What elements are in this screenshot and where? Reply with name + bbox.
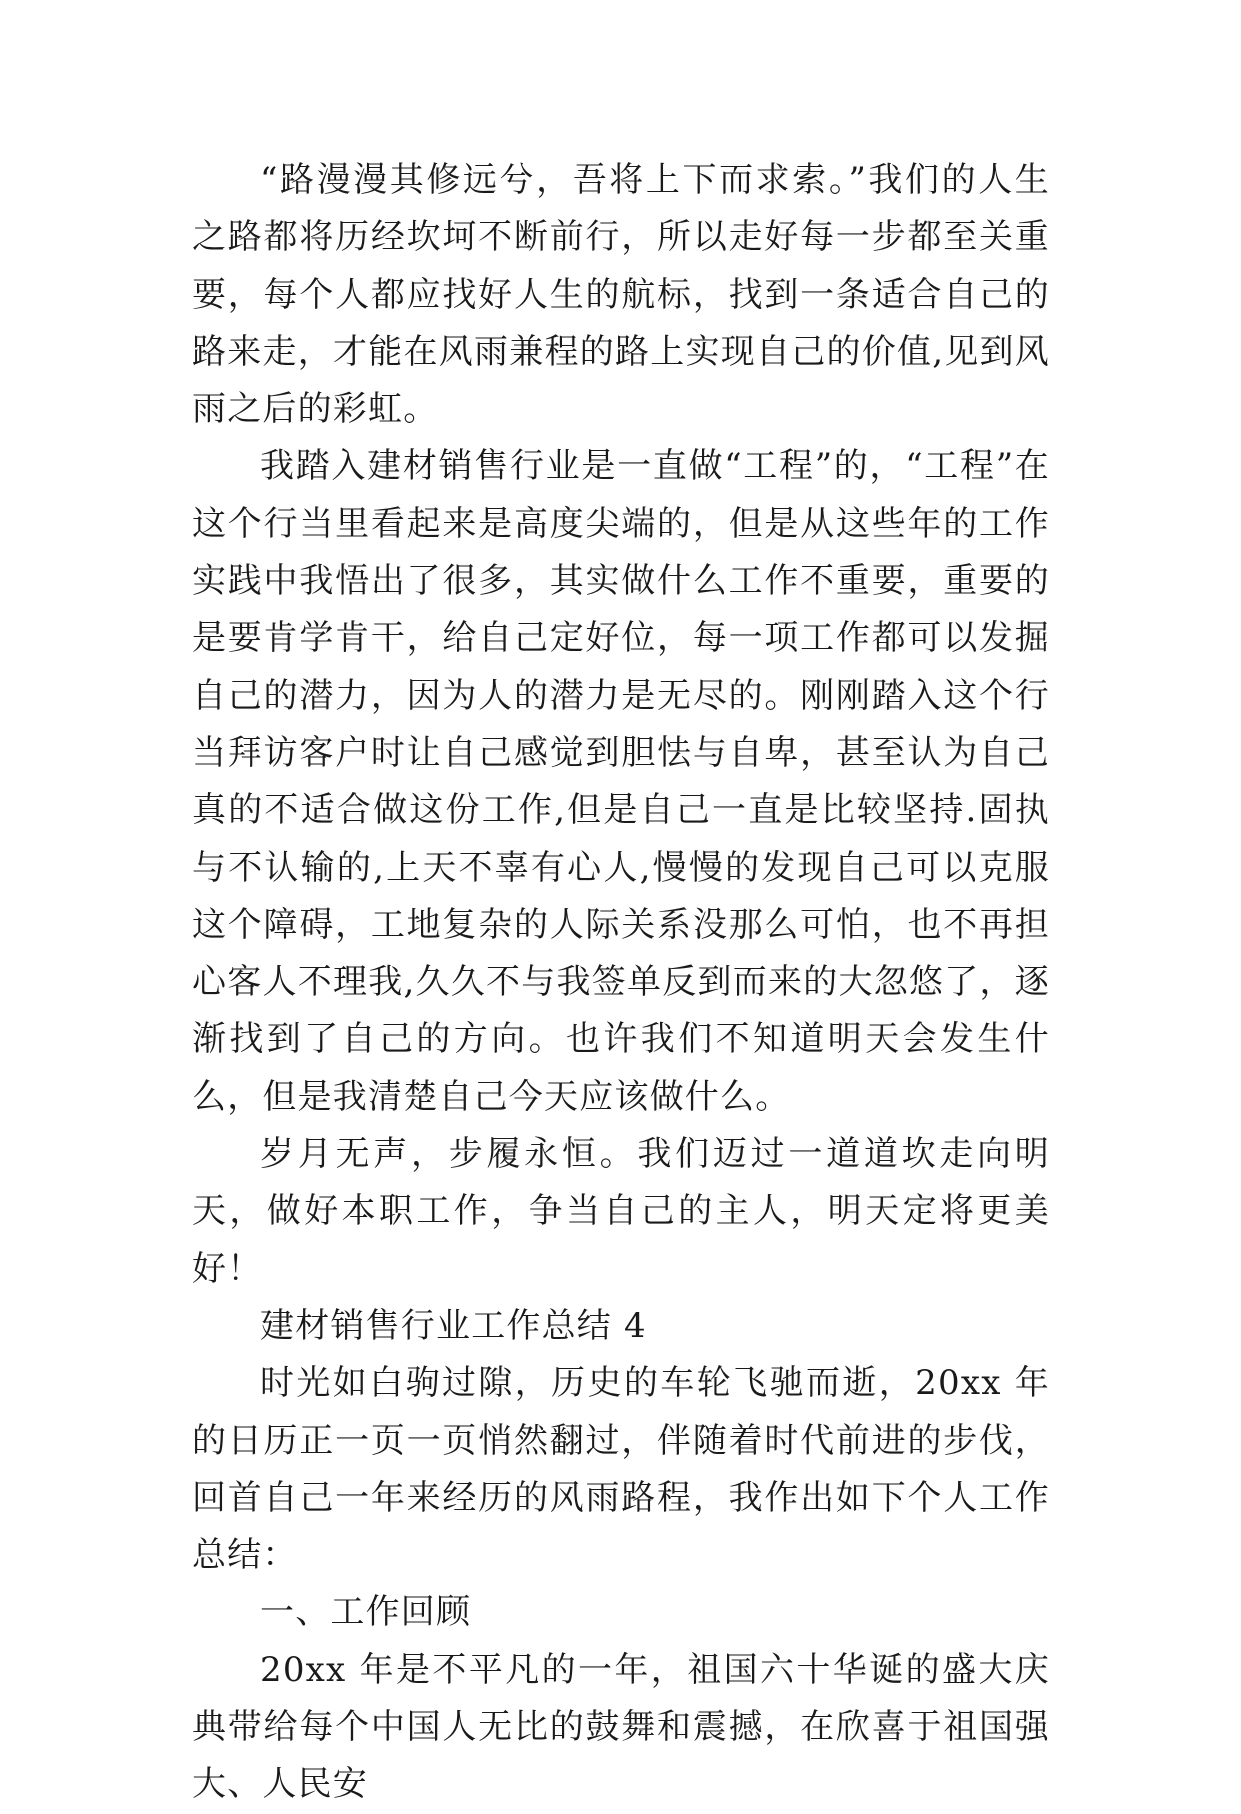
paragraph-section-intro: 时光如白驹过隙，历史的车轮飞驰而逝，20xx 年的日历正一页一页悄然翻过，伴随着时代前进的步伐，回首自己一年来经历的风雨路程，我作出如下个人工作总结： bbox=[192, 1363, 1050, 1576]
paragraph-intro: “路漫漫其修远兮，吾将上下而求索。”我们的人生之路都将历经坎坷不断前行，所以走好每一步都至关重要，每个人都应找好人生的航标，找到一条适合自己的路来走，才能在风雨兼程的路上实现自己的价值,见到风雨之后的彩虹。 bbox=[192, 160, 1050, 430]
document-body bbox=[192, 152, 1050, 1814]
subheading-work-review: 一、工作回顾 bbox=[260, 1592, 472, 1633]
section-title: 建材销售行业工作总结 4 bbox=[260, 1305, 647, 1346]
paragraph-closing: 岁月无声，步履永恒。我们迈过一道道坎走向明天，做好本职工作，争当自己的主人，明天定将更美好！ bbox=[192, 1134, 1050, 1289]
paragraph-experience: 我踏入建材销售行业是一直做“工程”的，“工程”在这个行当里看起来是高度尖端的，但是从这些年的工作实践中我悟出了很多，其实做什么工作不重要，重要的是要肯学肯干，给自己定好位，每一项工作都可以发掘自己的潜力，因为人的潜力是无尽的。刚刚踏入这个行当拜访客户时让自己感觉到胆怯与自卑，甚至认为自己真的不适合做这份工作,但是自己一直是比较坚持.固执与不认输的,上天不辜有心人,慢慢的发现自己可以克服这个障碍，工地复杂的人际关系没那么可怕，也不再担心客人不理我,久久不与我签单反到而来的大忽悠了，逐渐找到了自己的方向。也许我们不知道明天会发生什么，但是我清楚自己今天应该做什么。 bbox=[192, 446, 1050, 1117]
paragraph-work-review: 20xx 年是不平凡的一年，祖国六十华诞的盛大庆典带给每个中国人无比的鼓舞和震撼，在欣喜于祖国强大、人民安 bbox=[192, 1649, 1050, 1805]
